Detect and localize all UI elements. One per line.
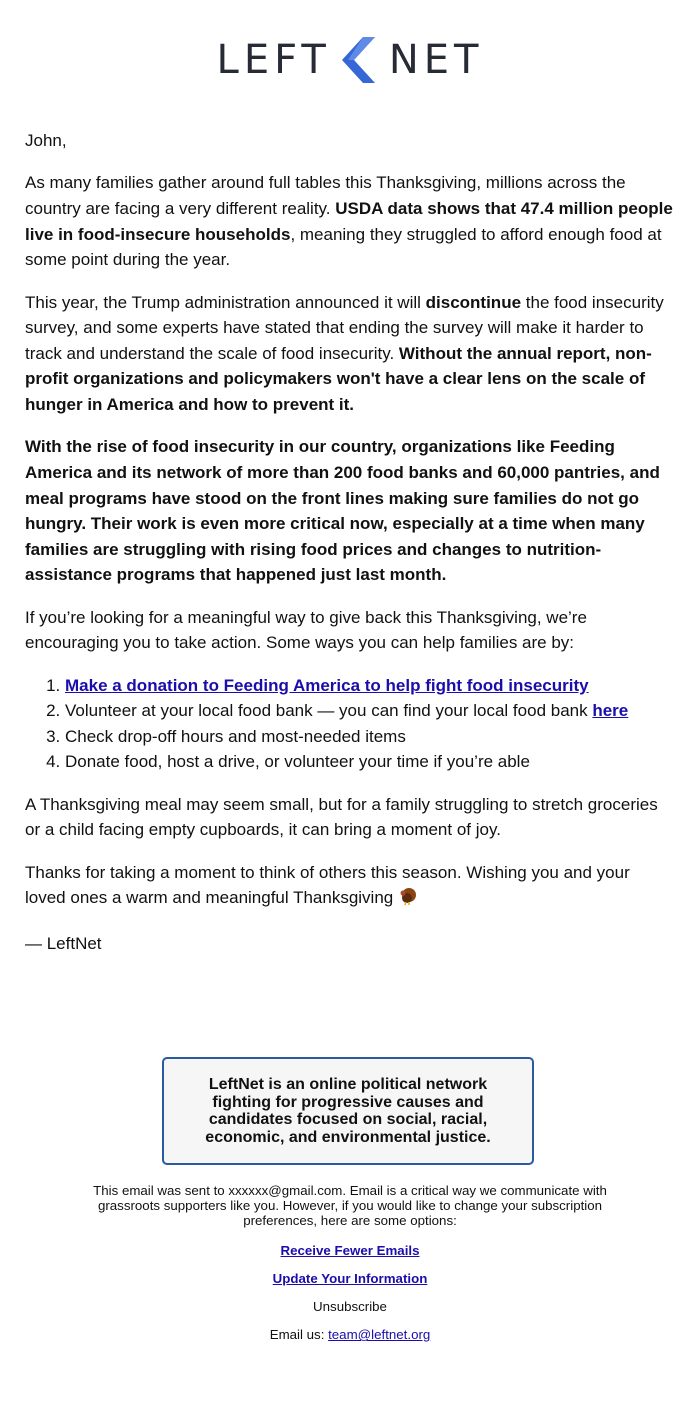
list-item: [65, 698, 675, 724]
p2-bold-discontinue: discontinue: [425, 292, 522, 312]
greeting: John,: [25, 131, 67, 150]
footer-email-line: [0, 1327, 700, 1342]
turkey-icon: [398, 886, 418, 914]
footer: [0, 1183, 700, 1355]
paragraph-feeding-america: [25, 434, 675, 588]
list-item: 3. Check drop-off hours and most-needed items: [65, 724, 675, 750]
p1-bold: USDA data shows that 47.4 million people live in food-insecure households: [25, 198, 673, 244]
list-item: [65, 673, 675, 699]
leftnet-logo: [0, 36, 700, 86]
p2-bold-report: Without the annual report, non-profit organizations and policymakers won't have a clear lens on the scale of hunger in America and how to prevent it.: [25, 343, 652, 414]
chevron-logo-icon: [341, 36, 375, 84]
logo-word-right: NET: [388, 37, 484, 83]
p1-text-c: , meaning they struggled to afford enough food at some point during the year.: [25, 224, 662, 270]
p2-text-c: the food insecurity survey, and some experts have stated that ending the survey will make it harder to track and understand the scale of food insecurity.: [25, 292, 664, 363]
action-list: [25, 673, 675, 775]
paragraph-survey: [25, 290, 675, 418]
p3-bold: With the rise of food insecurity in our country, organizations like Feeding America and its network of more than 200 food banks and 60,000 pantries, and meal programs have stood on the front lines making sure families do not go hungry. Their work is even more critical now, especially at a time when many families are struggling with rising food prices and changes to nutrition-assistance programs that happened just last month.: [25, 437, 660, 585]
logo-word-left: LEFT: [216, 37, 331, 83]
footer-notice: This email was sent to xxxxxx@gmail.com. Email is a critical way we communicate with grassroots supporters like you. However, if you would like to change your subscription preferences, here are some options:: [93, 1183, 607, 1229]
paragraph-meal: A Thanksgiving meal may seem small, but for a family struggling to stretch groceries or a child facing empty cupboards, it can bring a moment of joy.: [25, 794, 658, 840]
list-item: 4. Donate food, host a drive, or volunteer your time if you’re able: [65, 749, 675, 775]
email-us-label: Email us:: [269, 1327, 329, 1343]
paragraph-thanks: [25, 860, 675, 914]
volunteer-text: Volunteer at your local food bank — you can find your local food bank: [65, 701, 593, 721]
about-box: LeftNet is an online political network fighting for progressive causes and candidates focused on social, racial, economic, and environmental justice.: [162, 1057, 534, 1165]
paragraph-take-action: If you’re looking for a meaningful way to give back this Thanksgiving, we’re encouraging you to take action. Some ways you can help families are by:: [25, 607, 587, 653]
food-bank-here-link[interactable]: here: [592, 701, 629, 721]
signoff: — LeftNet: [25, 933, 102, 953]
unsubscribe-link[interactable]: Unsubscribe: [313, 1299, 387, 1315]
p1-text-a: As many families gather around full tables this Thanksgiving, millions across the country are facing a very different reality.: [25, 173, 626, 218]
email-body: [25, 128, 675, 973]
donate-link[interactable]: Make a donation to Feeding America to help fight food insecurity: [65, 675, 589, 695]
update-information-link[interactable]: Update Your Information: [272, 1270, 428, 1286]
email-address-link[interactable]: team@leftnet.org: [328, 1327, 431, 1343]
thanks-text: Thanks for taking a moment to think of others this season. Wishing you and your loved ones a warm and meaningful Thanksgiving: [25, 862, 630, 908]
paragraph-usda: [25, 170, 675, 272]
receive-fewer-emails-link[interactable]: Receive Fewer Emails: [280, 1242, 420, 1258]
p2-text-a: This year, the Trump administration announced it will: [25, 292, 426, 312]
